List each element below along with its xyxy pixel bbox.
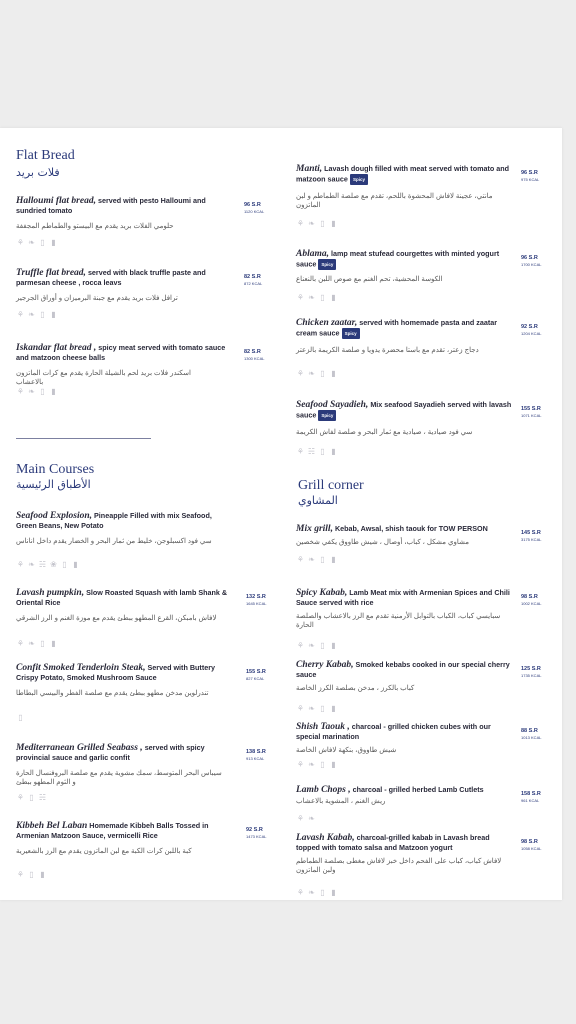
allergen-icons bbox=[296, 756, 340, 768]
item-calories: 1735 KCAL bbox=[521, 673, 542, 678]
milk-icon: ▯ bbox=[29, 869, 34, 879]
bottle-icon: ▮ bbox=[331, 368, 336, 378]
item-name: Seafood Explosion, bbox=[16, 511, 93, 521]
item-description: Homemade Kibbeh Balls Tossed in Armenian Matzoon Sauce, vermicelli Rice bbox=[16, 821, 209, 840]
fish-icon: ☵ bbox=[307, 446, 316, 456]
item-description-block bbox=[16, 511, 234, 530]
item-price: 92 S.R bbox=[521, 324, 538, 330]
item-description-ar: سي فود اكسبلوجن، خليط من ثمار البحر و الخضار يقدم داخل اناناس bbox=[16, 538, 212, 545]
main-courses-title: Main Courses bbox=[16, 462, 95, 477]
flat-bread-title: Flat Bread bbox=[16, 148, 75, 163]
wheat-icon: ⚘ bbox=[296, 703, 305, 713]
fish-icon: ☵ bbox=[38, 792, 47, 802]
item-calories: 1700 KCAL bbox=[521, 262, 542, 267]
allergen-icons bbox=[296, 810, 318, 822]
item-description: Smoked kebabs cooked in our special cherry sauce bbox=[296, 660, 510, 679]
wheat-icon: ⚘ bbox=[16, 309, 25, 319]
item-description-block bbox=[296, 660, 512, 679]
leaf-icon: ❧ bbox=[308, 703, 315, 713]
allergen-icons bbox=[296, 289, 340, 301]
item-description-block bbox=[296, 722, 512, 741]
milk-icon: ▯ bbox=[40, 237, 45, 247]
wheat-icon: ⚘ bbox=[296, 640, 305, 650]
item-description-block bbox=[16, 743, 234, 762]
grill-corner-title: Grill corner bbox=[298, 478, 364, 493]
item-calories: 1071 KCAL bbox=[521, 413, 542, 418]
item-description-ar: سيباس البحر المتوسط، سمك مشوية يقدم مع صلصة البروفنسال الحارة و الثوم المطهو ببطئ bbox=[16, 770, 222, 786]
item-description: served with pesto Halloumi and sundried tomato bbox=[16, 196, 206, 215]
item-description: Pineapple Filled with mix Seafood, Green Beans, New Potato bbox=[16, 511, 212, 530]
wheat-icon: ⚘ bbox=[296, 813, 305, 823]
milk-icon: ▯ bbox=[40, 638, 45, 648]
item-calories: 872 KCAL bbox=[244, 281, 263, 286]
item-name: Iskandar flat bread , bbox=[16, 343, 97, 353]
bottle-icon: ▮ bbox=[51, 386, 56, 396]
item-description-block bbox=[16, 196, 228, 215]
item-description-block bbox=[296, 318, 512, 339]
item-price: 145 S.R bbox=[521, 530, 541, 536]
item-price: 98 S.R bbox=[521, 839, 538, 845]
item-price: 132 S.R bbox=[246, 594, 266, 600]
leaf-icon: ❧ bbox=[28, 309, 35, 319]
wheat-icon: ⚘ bbox=[16, 386, 25, 396]
allergen-icons bbox=[296, 700, 340, 712]
bottle-icon: ▮ bbox=[331, 703, 336, 713]
bottle-icon: ▮ bbox=[331, 887, 336, 897]
item-description-ar: لافاش كباب، كباب على الفحم داخل خبز لافاش مغطى بصلصة الطماطم ولبن الماتزون bbox=[296, 858, 502, 874]
item-name: Lavash pumpkin, bbox=[16, 588, 85, 598]
item-name: Seafood Sayadieh, bbox=[296, 400, 369, 410]
item-description-block bbox=[296, 785, 512, 795]
item-price-block bbox=[521, 728, 551, 741]
item-price: 98 S.R bbox=[521, 594, 538, 600]
item-price-block bbox=[246, 594, 276, 607]
item-price-block bbox=[521, 839, 551, 852]
leaf-icon: ❧ bbox=[308, 368, 315, 378]
wheat-icon: ⚘ bbox=[296, 368, 305, 378]
item-price-block bbox=[244, 202, 274, 215]
item-price: 96 S.R bbox=[521, 170, 538, 176]
item-description-ar: اسكندر فلات بريد لحم بالشيلة الحارة يقدم مع كرات الماتزون بالاعشاب bbox=[16, 370, 191, 386]
item-price: 88 S.R bbox=[521, 728, 538, 734]
item-price: 138 S.R bbox=[246, 749, 266, 755]
item-price: 96 S.R bbox=[244, 202, 261, 208]
milk-icon: ▯ bbox=[320, 368, 325, 378]
item-description-ar: كبة باللبن كرات الكبة مع لبن الماتزون يقدم مع الرز بالشعيرية bbox=[16, 848, 192, 855]
bottle-icon: ▮ bbox=[331, 446, 336, 456]
leaf-icon: ❧ bbox=[308, 759, 315, 769]
milk-icon: ▯ bbox=[40, 386, 45, 396]
milk-icon: ▯ bbox=[320, 640, 325, 650]
leaf-icon: ❧ bbox=[308, 887, 315, 897]
item-price-block bbox=[246, 827, 276, 840]
allergen-icons bbox=[296, 884, 340, 896]
item-description-ar: الكوسة المحشية، تحم الغنم مع صوص اللبن بالنعناع bbox=[296, 276, 443, 283]
milk-icon: ▯ bbox=[62, 559, 67, 569]
bottle-icon: ▮ bbox=[331, 554, 336, 564]
item-description-ar: مانتي، عجينة لافاش المحشوة باللحم، تقدم مع صلصة الطماطم و لبن الماتزون bbox=[296, 193, 493, 209]
grill-corner-title-ar: المشاوي bbox=[298, 494, 338, 507]
shrimp-icon: ❀ bbox=[50, 559, 57, 569]
spicy-badge: Spicy bbox=[342, 328, 360, 339]
item-description-block bbox=[296, 164, 512, 185]
wheat-icon: ⚘ bbox=[296, 759, 305, 769]
item-description-block bbox=[296, 588, 512, 607]
item-calories: 1300 KCAL bbox=[244, 356, 265, 361]
item-calories: 961 KCAL bbox=[521, 798, 540, 803]
item-description: charcoal - grilled herbed Lamb Cutlets bbox=[352, 785, 484, 794]
item-description-ar: دجاج زعتر، تقدم مع باستا محضرة يدويا و صلصة الكريمة بالزعتر bbox=[296, 347, 479, 354]
item-name: Lavash Kabab, bbox=[296, 833, 355, 843]
milk-icon: ▯ bbox=[18, 712, 23, 722]
item-name: Halloumi flat bread, bbox=[16, 196, 96, 206]
spicy-badge: Spicy bbox=[318, 259, 336, 270]
item-price: 155 S.R bbox=[246, 669, 266, 675]
item-calories: 3175 KCAL bbox=[521, 537, 542, 542]
allergen-icons bbox=[16, 635, 60, 647]
item-name: Cherry Kabab, bbox=[296, 660, 354, 670]
bottle-icon: ▮ bbox=[73, 559, 78, 569]
bottle-icon: ▮ bbox=[51, 309, 56, 319]
item-price-block bbox=[244, 349, 274, 362]
item-calories: 1645 KCAL bbox=[246, 601, 267, 606]
allergen-icons bbox=[16, 789, 49, 801]
item-price-block bbox=[521, 406, 551, 419]
allergen-icons bbox=[16, 306, 60, 318]
wheat-icon: ⚘ bbox=[296, 554, 305, 564]
allergen-icons bbox=[296, 443, 340, 455]
milk-icon: ▯ bbox=[320, 554, 325, 564]
item-name: Lamb Chops , bbox=[296, 785, 351, 795]
bottle-icon: ▮ bbox=[331, 759, 336, 769]
item-description-block bbox=[16, 821, 234, 840]
bottle-icon: ▮ bbox=[51, 638, 56, 648]
milk-icon: ▯ bbox=[320, 759, 325, 769]
item-name: Spicy Kabab, bbox=[296, 588, 348, 598]
allergen-icons bbox=[296, 365, 340, 377]
allergen-icons bbox=[296, 551, 340, 563]
item-description-ar: شيش طاووق، بنكهة لافاش الخاصة bbox=[296, 747, 397, 754]
leaf-icon: ❧ bbox=[308, 554, 315, 564]
item-price: 155 S.R bbox=[521, 406, 541, 412]
milk-icon: ▯ bbox=[320, 292, 325, 302]
item-name: Manti, bbox=[296, 164, 323, 174]
leaf-icon: ❧ bbox=[28, 386, 35, 396]
item-price-block bbox=[521, 594, 551, 607]
milk-icon: ▯ bbox=[29, 792, 34, 802]
item-calories: 1058 KCAL bbox=[521, 846, 542, 851]
item-calories: 1204 KCAL bbox=[521, 331, 542, 336]
item-description: served with spicy provincial sauce and garlic confit bbox=[16, 743, 205, 762]
milk-icon: ▯ bbox=[320, 218, 325, 228]
bottle-icon: ▮ bbox=[331, 292, 336, 302]
leaf-icon: ❧ bbox=[308, 218, 315, 228]
wheat-icon: ⚘ bbox=[296, 887, 305, 897]
item-price-block bbox=[521, 170, 551, 183]
item-description-block bbox=[296, 524, 512, 534]
milk-icon: ▯ bbox=[320, 887, 325, 897]
leaf-icon: ❧ bbox=[28, 559, 35, 569]
bottle-icon: ▮ bbox=[51, 237, 56, 247]
item-name: Chicken zaatar, bbox=[296, 318, 358, 328]
item-name: Mix grill, bbox=[296, 524, 333, 534]
item-price-block bbox=[521, 666, 551, 679]
wheat-icon: ⚘ bbox=[16, 237, 25, 247]
item-description: Mix seafood Sayadieh served with lavash sauce bbox=[296, 400, 512, 420]
item-description-block bbox=[296, 249, 512, 270]
item-description-block bbox=[16, 343, 228, 362]
bottle-icon: ▮ bbox=[40, 869, 45, 879]
flat-bread-title-ar: فلات بريد bbox=[16, 166, 60, 179]
wheat-icon: ⚘ bbox=[296, 218, 305, 228]
item-description: spicy meat served with tomato sauce and matzoon cheese balls bbox=[16, 343, 226, 362]
item-description: charcoal-grilled kabab in Lavash bread topped with tomato salsa and Matzoon yogurt bbox=[296, 833, 490, 852]
item-price-block bbox=[521, 255, 551, 268]
item-description: Served with Buttery Crispy Potato, Smoked Mushroom Sauce bbox=[16, 663, 215, 682]
milk-icon: ▯ bbox=[320, 703, 325, 713]
fish-icon: ☵ bbox=[38, 559, 47, 569]
item-name: Kibbeh Bel Laban bbox=[16, 821, 88, 831]
item-name: Shish Taouk , bbox=[296, 722, 350, 732]
wheat-icon: ⚘ bbox=[16, 559, 25, 569]
spicy-badge: Spicy bbox=[318, 410, 336, 421]
item-calories: 913 KCAL bbox=[246, 756, 265, 761]
item-price-block bbox=[521, 791, 551, 804]
item-price-block bbox=[521, 530, 551, 543]
item-price: 92 S.R bbox=[246, 827, 263, 833]
item-calories: 1013 KCAL bbox=[521, 735, 542, 740]
wheat-icon: ⚘ bbox=[296, 446, 305, 456]
item-description: charcoal - grilled chicken cubes with our special marination bbox=[296, 722, 491, 741]
bottle-icon: ▮ bbox=[331, 218, 336, 228]
main-courses-title-ar: الأطباق الرئيسية bbox=[16, 478, 91, 491]
item-calories: 1120 KCAL bbox=[244, 209, 265, 214]
item-description-ar: كباب بالكرز ، مدخن بصلصة الكرز الخاصة bbox=[296, 685, 415, 692]
milk-icon: ▯ bbox=[320, 446, 325, 456]
item-description-ar: لافاش بامبكن، القرع المطهو ببطئ يقدم مع موزة الغنم و الرز الشرقي bbox=[16, 615, 217, 622]
allergen-icons bbox=[296, 215, 340, 227]
item-description: Lamb Meat mix with Armenian Spices and Chili Sauce served with rice bbox=[296, 588, 510, 607]
item-price: 96 S.R bbox=[521, 255, 538, 261]
leaf-icon: ❧ bbox=[308, 813, 315, 823]
leaf-icon: ❧ bbox=[308, 292, 315, 302]
item-description-ar: حلومي الفلات بريد يقدم مع البيستو والطماطم المجففة bbox=[16, 223, 174, 230]
section-divider bbox=[16, 438, 151, 439]
wheat-icon: ⚘ bbox=[16, 792, 25, 802]
item-description-ar: سي فود صيادية ، صيادية مع ثمار البحر و صلصة لفاش الكريمة bbox=[296, 429, 473, 436]
bottle-icon: ▮ bbox=[331, 640, 336, 650]
item-price: 82 S.R bbox=[244, 274, 261, 280]
item-description: Kebab, Awsal, shish taouk for TOW PERSON bbox=[334, 524, 488, 533]
allergen-icons bbox=[16, 556, 82, 568]
item-calories: 1473 KCAL bbox=[246, 834, 267, 839]
item-name: Confit Smoked Tenderloin Steak, bbox=[16, 663, 146, 673]
wheat-icon: ⚘ bbox=[16, 869, 25, 879]
item-description-block bbox=[16, 663, 234, 682]
item-description-ar: سبايسي كباب، الكباب بالتوابل الأرمنية تقدم مع الرز بالاعشاب والصلصة الحارة bbox=[296, 613, 501, 629]
item-description-ar: تندرلوين مدخن مطهو ببطئ يقدم مع صلصة الفطر والبيسي البطاطا bbox=[16, 690, 209, 697]
item-description: served with black truffle paste and parmesan cheese , rocca leavs bbox=[16, 268, 206, 287]
item-calories: 975 KCAL bbox=[521, 177, 540, 182]
spicy-badge: Spicy bbox=[350, 174, 368, 185]
item-description-ar: ريش الغنم ، المشوية بالاعشاب bbox=[296, 798, 386, 805]
wheat-icon: ⚘ bbox=[16, 638, 25, 648]
item-price: 82 S.R bbox=[244, 349, 261, 355]
item-price-block bbox=[244, 274, 274, 287]
item-price-block bbox=[521, 324, 551, 337]
item-price: 158 S.R bbox=[521, 791, 541, 797]
leaf-icon: ❧ bbox=[28, 638, 35, 648]
item-name: Ablama, bbox=[296, 249, 329, 259]
item-calories: 827 KCAL bbox=[246, 676, 265, 681]
item-description-ar: ترافل فلات بريد يقدم مع جبنة البرميزان و أوراق الجرجير bbox=[16, 295, 178, 302]
item-description-block bbox=[296, 400, 512, 421]
item-description-block bbox=[296, 833, 512, 852]
item-name: Truffle flat bread, bbox=[16, 268, 86, 278]
allergen-icons bbox=[16, 234, 60, 246]
allergen-icons bbox=[16, 866, 49, 878]
menu-sheet bbox=[0, 128, 562, 900]
leaf-icon: ❧ bbox=[308, 640, 315, 650]
item-description-ar: مشاوي مشكل ، كباب، أوصال ، شيش طاووق يكفي شخصين bbox=[296, 539, 469, 546]
allergen-icons bbox=[16, 709, 27, 721]
leaf-icon: ❧ bbox=[28, 237, 35, 247]
item-description-block bbox=[16, 268, 228, 287]
item-name: Mediterranean Grilled Seabass , bbox=[16, 743, 143, 753]
item-description: Slow Roasted Squash with lamb Shank & Oriental Rice bbox=[16, 588, 228, 607]
milk-icon: ▯ bbox=[40, 309, 45, 319]
allergen-icons bbox=[16, 383, 60, 395]
item-calories: 1002 KCAL bbox=[521, 601, 542, 606]
item-price-block bbox=[246, 669, 276, 682]
item-price: 125 S.R bbox=[521, 666, 541, 672]
item-description: Lavash dough filled with meat served with tomato and matzoon sauce bbox=[296, 164, 510, 184]
item-description-block bbox=[16, 588, 234, 607]
wheat-icon: ⚘ bbox=[296, 292, 305, 302]
item-description: served with homemade pasta and zaatar cream sauce bbox=[296, 318, 498, 338]
allergen-icons bbox=[296, 637, 340, 649]
item-description: lamp meat stufead courgettes with minted yogurt sauce bbox=[296, 249, 500, 269]
item-price-block bbox=[246, 749, 276, 762]
